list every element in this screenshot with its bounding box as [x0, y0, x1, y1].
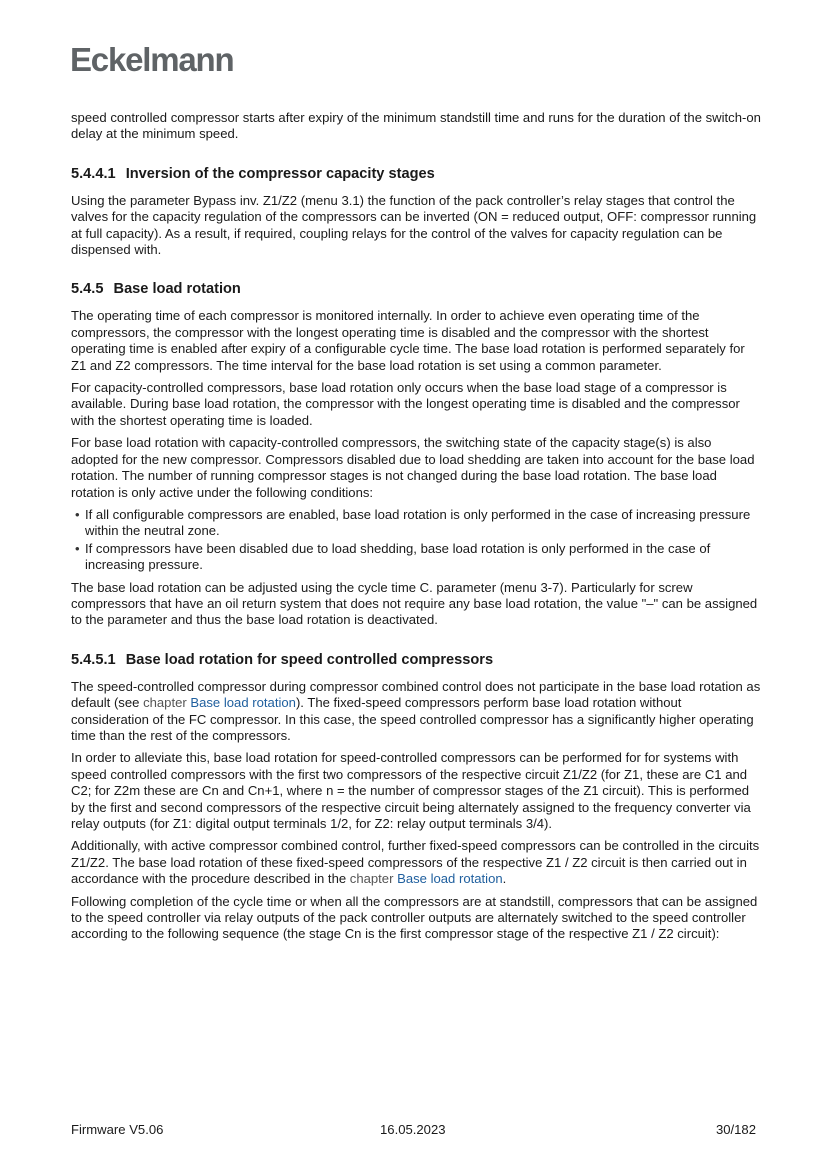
heading-number: 5.4.5: [71, 281, 104, 298]
chapter-label: chapter: [143, 695, 191, 711]
document-date: 16.05.2023: [380, 1122, 446, 1137]
heading-title: Base load rotation: [113, 281, 241, 298]
heading-545: [71, 280, 761, 298]
paragraph: Following completion of the cycle time or when all the compressors are at standstill, compressors that can be assigned to the speed controller via relay outputs of the pack controller outputs are alternately switched to the speed controller according to the following sequence (the stage Cn is the first compressor stage of the respective Z1 / Z2 circuit):: [71, 893, 758, 942]
conditions-list: [71, 507, 761, 574]
paragraph: The base load rotation can be adjusted using the cycle time C. parameter (menu 3-7). Particularly for screw compressors that have an oil return system that does not require any base load rotation, the value "–" can be assigned to the parameter and thus the base load rotation is deactivated.: [71, 579, 758, 628]
page-content: [71, 110, 761, 949]
intro-paragraph: speed controlled compressor starts after expiry of the minimum standstill time and runs for the duration of the switch-on delay at the minimum speed.: [71, 110, 761, 142]
heading-number: 5.4.4.1: [71, 165, 116, 182]
paragraph: In order to alleviate this, base load rotation for speed-controlled compressors can be performed for for systems with speed controlled compressors with the first two compressors of the respective circuit Z1/Z2 (for Z1, these are C1 and C2; for Z2m these are Cn and Cn+1, where n = the number of compressor stages of the Z1 circuit). This is performed by the first and second compressors of the respective circuit being alternately assigned to the frequency converter via relay outputs (for Z1: digital output terminals 1/2, for Z2: relay output terminals 3/4).: [71, 750, 751, 831]
text: ). The fixed-speed compressors perform base load rotation without consideration of the FC compressor. In this case, the speed controlled compressor has a significantly higher operating time than the rest of the compressors.: [71, 695, 754, 743]
paragraph: [71, 838, 761, 887]
list-item: • If compressors have been disabled due to load shedding, base load rotation is only performed in the case of increasing pressure.: [71, 541, 761, 574]
heading-title: Inversion of the compressor capacity stages: [125, 165, 435, 182]
list-item: • If all configurable compressors are enabled, base load rotation is only performed in the case of increasing pressure within the neutral zone.: [71, 507, 761, 540]
text: Additionally, with active compressor combined control, further fixed-speed compressors can be controlled in the circuits Z1/Z2. The base load rotation of these fixed-speed compressors of the respective Z1 / Z2 circuit is then carried out in accordance with the procedure described in the: [71, 838, 760, 887]
paragraph: For base load rotation with capacity-controlled compressors, the switching state of the capacity stage(s) is also adopted for the new compressor. Compressors disabled due to load shedding are taken into account for the base load rotation. The number of running compressor stages is not changed during the base load rotation. The base load rotation is only active under the following conditions:: [71, 435, 755, 500]
base-load-rotation-link[interactable]: Base load rotation: [397, 871, 503, 887]
page-number: 30/182: [715, 1122, 756, 1137]
text: The speed-controlled compressor during compressor combined control does not participate in the base load rotation as default (see: [71, 678, 761, 711]
heading-5451: [71, 651, 761, 669]
paragraph: For capacity-controlled compressors, base load rotation only occurs when the base load stage of a compressor is available. During base load rotation, the compressor with the longest operating time is disabled and the compressor with the shortest operating time is loaded.: [71, 380, 740, 428]
base-load-rotation-link[interactable]: Base load rotation: [190, 695, 296, 711]
text: .: [502, 871, 507, 887]
firmware-version: Firmware V5.06: [71, 1122, 164, 1137]
paragraph: Using the parameter Bypass inv. Z1/Z2 (menu 3.1) the function of the pack controller’s relay stages that control the valves for the capacity regulation of the compressors can be inverted (ON = reduced output, OFF: compressor running at full capacity). As a result, if required, coupling relays for the control of the valves for capacity regulation can be dispensed with.: [71, 192, 757, 258]
heading-number: 5.4.5.1: [71, 651, 116, 668]
paragraph: [71, 679, 761, 745]
heading-5441: [71, 165, 761, 183]
chapter-label: chapter: [349, 871, 398, 887]
paragraph: The operating time of each compressor is monitored internally. In order to achieve even operating time of the compressors, the compressor with the longest operating time is disabled and the compressor with the shortest operating time is enabled after expiry of a configurable cycle time. The base load rotation is performed separately for Z1 and Z2 compressors. The time interval for the base load rotation is set using a common parameter.: [71, 308, 745, 373]
heading-title: Base load rotation for speed controlled compressors: [125, 651, 494, 668]
eckelmann-logo: Eckelmann: [70, 41, 234, 78]
